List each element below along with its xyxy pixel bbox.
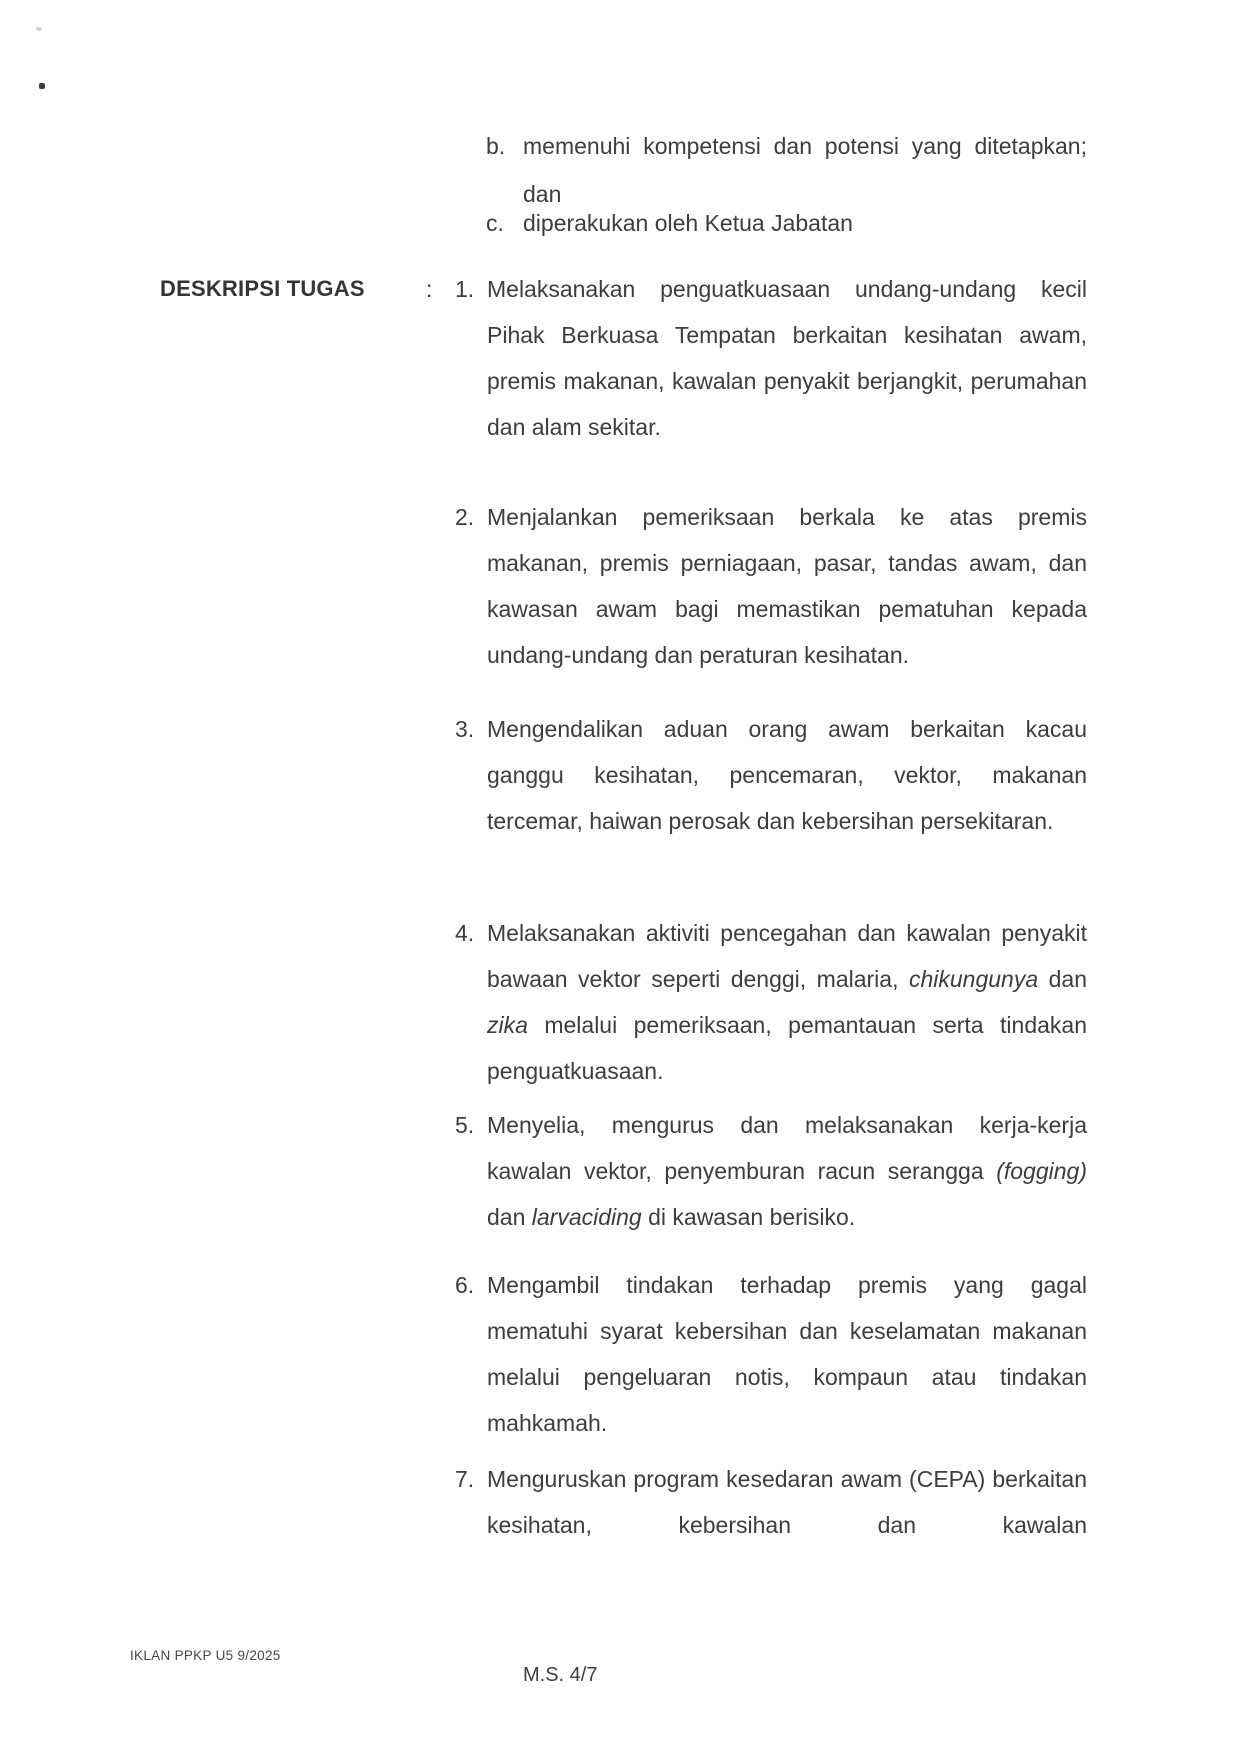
task-item-text: Menguruskan program kesedaran awam (CEPA) berkaitan kesihatan, kebersihan dan kawalan xyxy=(487,1466,1087,1538)
task-list-item xyxy=(455,910,1087,1094)
task-list-item xyxy=(455,706,1087,844)
task-list-item xyxy=(455,1102,1087,1240)
task-list-item xyxy=(455,1262,1087,1446)
task-item-number: 6. xyxy=(455,1272,475,1298)
task-item-number: 5. xyxy=(455,1112,475,1138)
task-list-item xyxy=(455,266,1087,450)
section-heading-deskripsi-tugas: DESKRIPSI TUGAS xyxy=(160,276,365,301)
footer-reference: IKLAN PPKP U5 9/2025 xyxy=(130,1648,281,1663)
footer-page-number: M.S. 4/7 xyxy=(523,1664,598,1686)
task-item-number: 1. xyxy=(455,276,475,302)
task-item-number: 2. xyxy=(455,504,475,530)
scan-artifact-dot-faint xyxy=(36,27,42,31)
sublist-item-text: diperakukan oleh Ketua Jabatan xyxy=(523,210,853,236)
task-item-text: Mengambil tindakan terhadap premis yang gagal mematuhi syarat kebersihan dan keselamatan makanan melalui pengeluaran notis, kompaun atau tindakan mahkamah. xyxy=(487,1272,1087,1436)
scan-artifact-dot-dark xyxy=(39,83,45,89)
task-item-text: Menyelia, mengurus dan melaksanakan kerja-kerja kawalan vektor, penyemburan racun serangga (fogging) dan larvaciding di kawasan berisiko. xyxy=(487,1112,1087,1230)
section-colon: : xyxy=(426,276,433,302)
sublist-item-text: memenuhi kompetensi dan potensi yang ditetapkan; dan xyxy=(523,133,1087,207)
task-item-text: Melaksanakan penguatkuasaan undang-undang kecil Pihak Berkuasa Tempatan berkaitan kesihatan awam, premis makanan, kawalan penyakit berjangkit, perumahan dan alam sekitar. xyxy=(487,276,1087,440)
task-item-number: 3. xyxy=(455,716,475,742)
task-item-text: Mengendalikan aduan orang awam berkaitan kacau ganggu kesihatan, pencemaran, vektor, makanan tercemar, haiwan perosak dan kebersihan persekitaran. xyxy=(487,716,1087,834)
task-item-text: Melaksanakan aktiviti pencegahan dan kawalan penyakit bawaan vektor seperti denggi, malaria, chikungunya dan zika melalui pemeriksaan, pemantauan serta tindakan penguatkuasaan. xyxy=(487,920,1087,1084)
task-list-item xyxy=(455,1456,1087,1548)
sublist-item-marker: b. xyxy=(486,133,506,159)
task-list-item xyxy=(455,494,1087,678)
task-item-number: 7. xyxy=(455,1466,475,1492)
sublist-item xyxy=(486,199,1087,247)
task-item-text: Menjalankan pemeriksaan berkala ke atas premis makanan, premis perniagaan, pasar, tandas awam, dan kawasan awam bagi memastikan pematuhan kepada undang-undang dan peraturan kesihatan. xyxy=(487,504,1087,668)
task-item-number: 4. xyxy=(455,920,475,946)
sublist-item-marker: c. xyxy=(486,210,504,236)
